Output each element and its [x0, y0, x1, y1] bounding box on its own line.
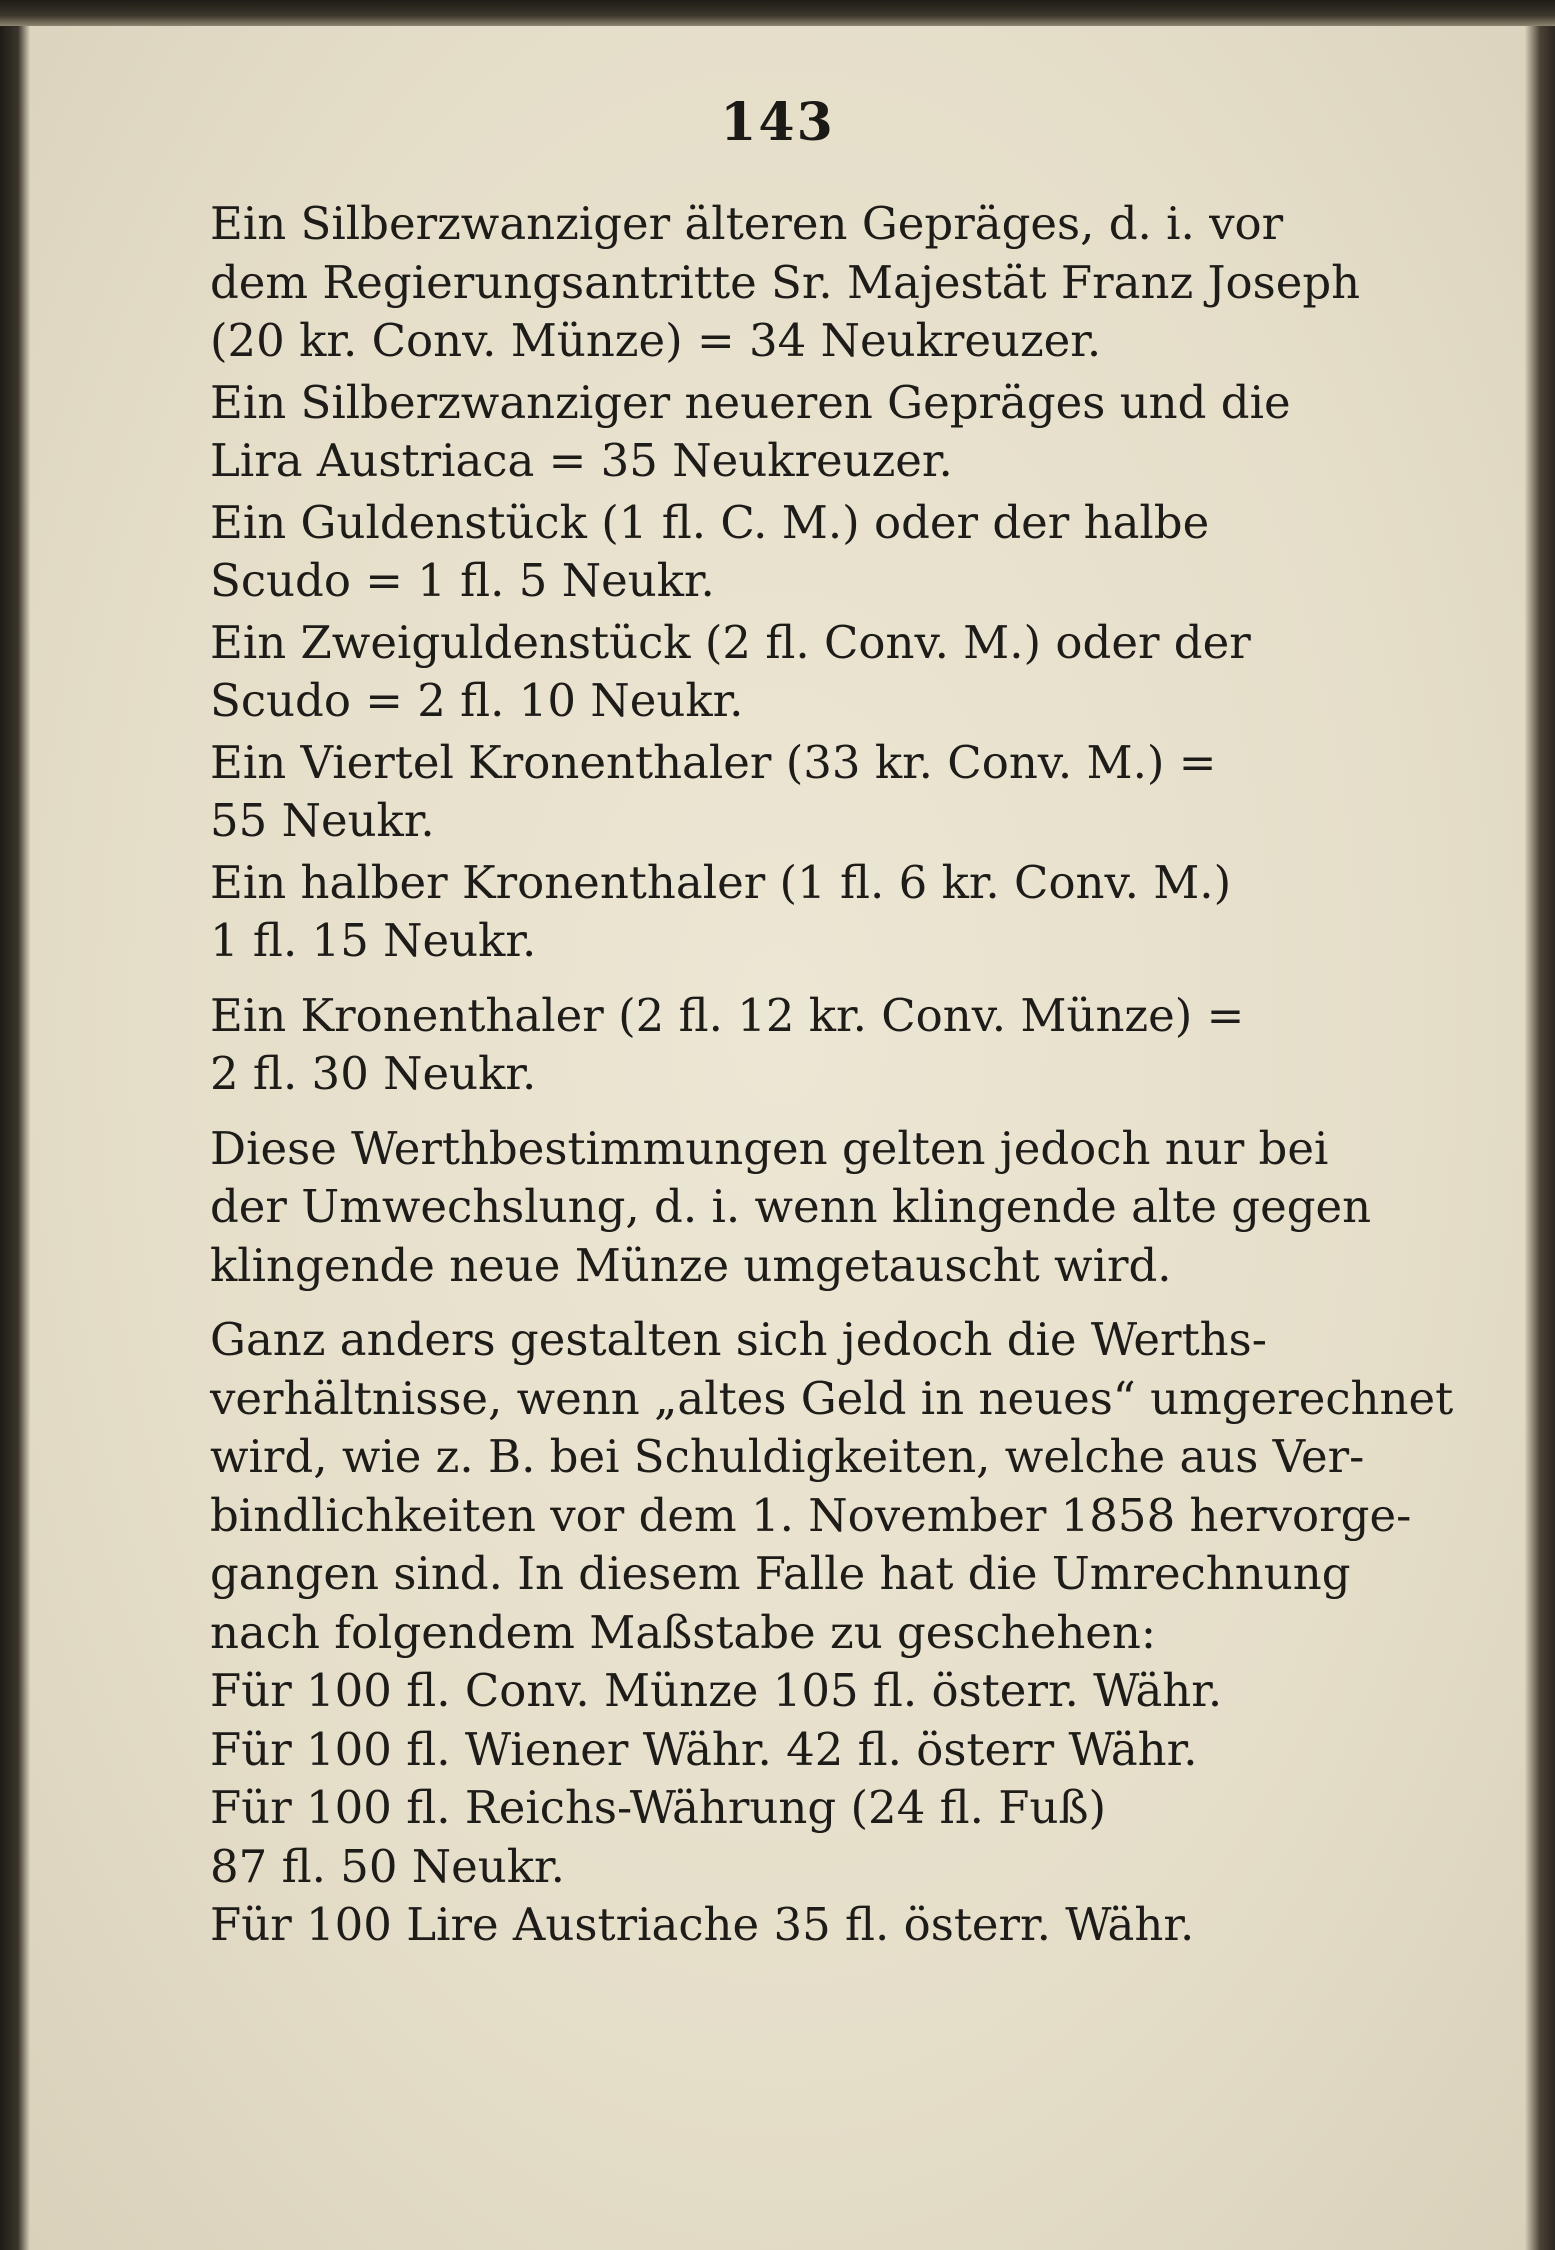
paragraph: [88, 1779, 1293, 1896]
paragraph: [88, 614, 1293, 731]
text-line: Ganz anders gestalten sich jedoch die Werths-: [210, 1313, 1267, 1366]
paragraph: [88, 987, 1293, 1104]
text-line: nach folgendem Maßstabe zu geschehen:: [210, 1605, 1157, 1659]
text-line: (20 kr. Conv. Münze) = 34 Neukreuzer.: [210, 314, 1102, 367]
paragraph: [88, 1311, 1454, 1662]
text-line: bindlichkeiten vor dem 1. November 1858 hervorge-: [210, 1488, 1412, 1542]
text-line: Ein Silberzwanziger neueren Gepräges und die: [210, 375, 1291, 429]
paragraph: [88, 1662, 1293, 1721]
text-line: dem Regierungsantritte Sr. Majestät Franz Joseph: [210, 255, 1361, 309]
text-line: 55 Neukr.: [210, 794, 435, 847]
paragraph: [88, 1896, 1293, 1955]
paragraph: [88, 1721, 1293, 1780]
book-top-edge: [0, 0, 1555, 26]
text-line: Für 100 fl. Reichs-Währung (24 fl. Fuß): [210, 1781, 1107, 1834]
text-line: verhältnisse, wenn „altes Geld in neues“ umgerechnet: [210, 1371, 1454, 1425]
text-line: 1 fl. 15 Neukr.: [210, 914, 537, 967]
paragraph: [88, 734, 1293, 851]
paragraph: [88, 1120, 1372, 1296]
text-line: Ein Kronenthaler (2 fl. 12 kr. Conv. Münze) =: [210, 988, 1245, 1042]
text-line: Scudo = 1 fl. 5 Neukr.: [210, 554, 715, 607]
text-line: Ein Guldenstück (1 fl. C. M.) oder der halbe: [210, 495, 1210, 549]
paragraph: [88, 494, 1293, 611]
text-line: gangen sind. In diesem Falle hat die Umrechnung: [210, 1547, 1351, 1600]
page-number: 143: [720, 92, 835, 153]
text-line: Diese Werthbestimmungen gelten jedoch nur bei: [210, 1121, 1329, 1175]
text-line: Für 100 Lire Austriache 35 fl. österr. Währ.: [210, 1898, 1195, 1951]
text-line: Lira Austriaca = 35 Neukreuzer.: [210, 434, 953, 487]
text-line: Für 100 fl. Conv. Münze 105 fl. österr. Währ.: [210, 1664, 1223, 1717]
text-line: klingende neue Münze umgetauscht wird.: [210, 1238, 1172, 1292]
text-line: 87 fl. 50 Neukr.: [210, 1839, 565, 1893]
text-line: Scudo = 2 fl. 10 Neukr.: [210, 674, 744, 727]
text-line: der Umwechslung, d. i. wenn klingende alte gegen: [210, 1180, 1372, 1233]
text-line: Für 100 fl. Wiener Währ. 42 fl. österr Währ.: [210, 1722, 1198, 1776]
body-text: [88, 195, 1454, 1955]
paragraph: [88, 374, 1293, 491]
text-line: Ein Silberzwanziger älteren Gepräges, d. i. vor: [210, 197, 1284, 250]
text-line: 2 fl. 30 Neukr.: [210, 1047, 537, 1100]
text-line: Ein halber Kronenthaler (1 fl. 6 kr. Conv. M.): [210, 855, 1232, 909]
text-line: wird, wie z. B. bei Schuldigkeiten, welche aus Ver-: [210, 1430, 1365, 1483]
text-line: Ein Zweiguldenstück (2 fl. Conv. M.) oder der: [210, 615, 1251, 669]
paragraph: [88, 854, 1293, 971]
text-line: Ein Viertel Kronenthaler (33 kr. Conv. M.) =: [210, 735, 1217, 789]
paragraph: [88, 195, 1361, 371]
